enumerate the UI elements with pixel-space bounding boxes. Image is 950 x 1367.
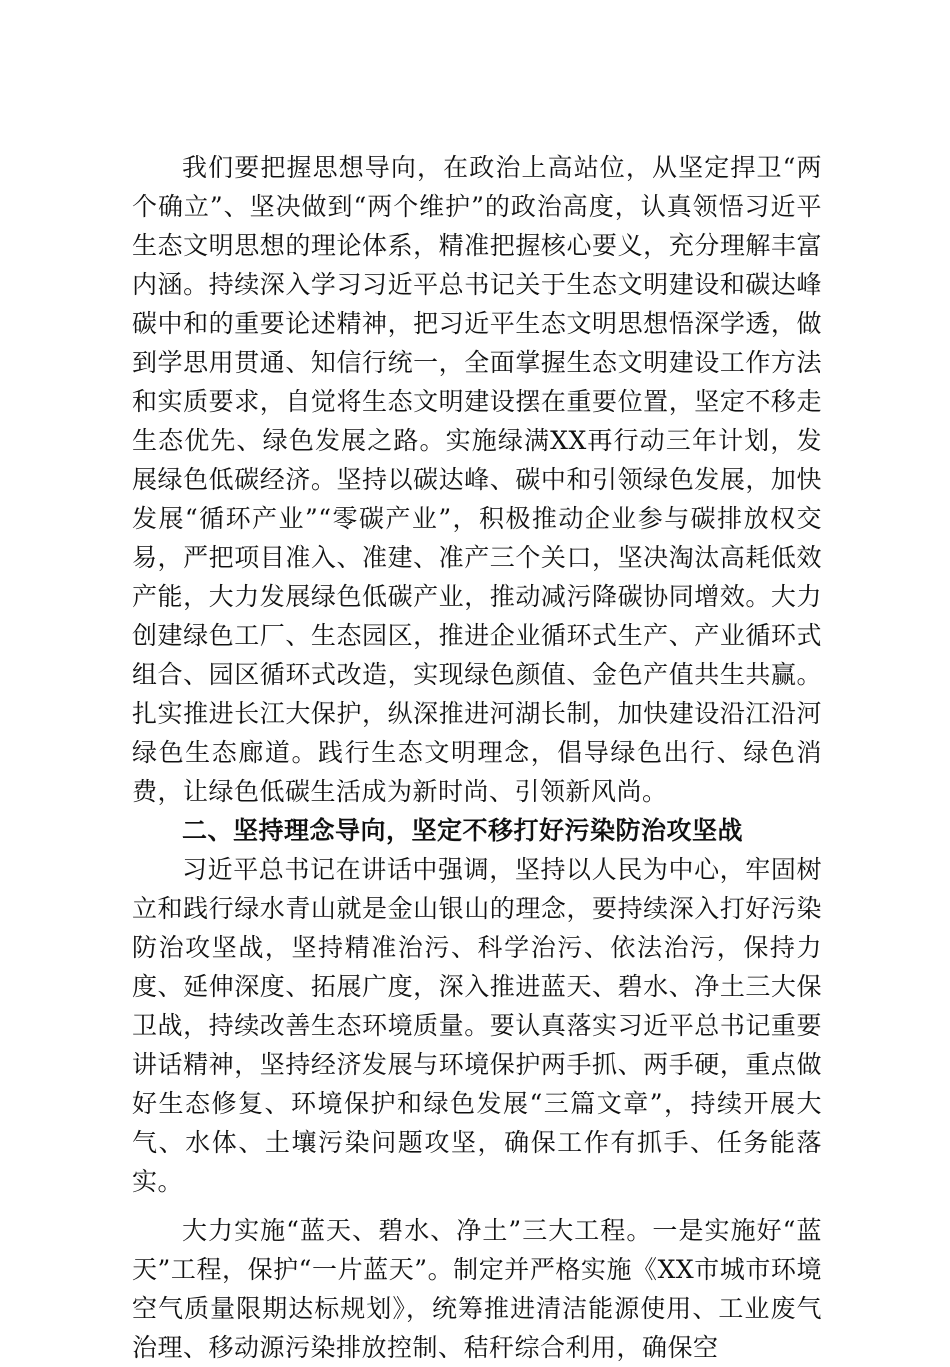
paragraph-pollution-prevention: 习近平总书记在讲话中强调，坚持以人民为中心，牢固树立和践行绿水青山就是金山银山的理念，要持续深入打好污染防治攻坚战，坚持精准治污、科学治污、依法治污，保持力度、延伸深度、拓展广度，深入推进蓝天、碧水、净土三大保卫战，持续改善生态环境质量。要认真落实习近平总书记重要讲话精神，坚持经济发展与环境保护两手抓、两手硬，重点做好生态修复、环境保护和绿色发展“三篇文章”，持续开展大气、水体、土壤污染问题攻坚，确保工作有抓手、任务能落实。 [132, 855, 822, 1196]
paragraph-ecological-thought: 我们要把握思想导向，在政治上高站位，从坚定捍卫“两个确立”、坚决做到“两个维护”的政治高度，认真领悟习近平生态文明思想的理论体系，精准把握核心要义，充分理解丰富内涵。持续深入学习习近平总书记关于生态文明建设和碳达峰碳中和的重要论述精神，把习近平生态文明思想悟深学透，做到学思用贯通、知信行统一，全面掌握生态文明建设工作方法和实质要求，自觉将生态文明建设摆在重要位置，坚定不移走生态优先、绿色发展之路。实施绿满XX再行动三年计划，发展绿色低碳经济。坚持以碳达峰、碳中和引领绿色发展，加快发展“循环产业”“零碳产业”，积极推动企业参与碳排放权交易，严把项目准入、准建、准产三个关口，坚决淘汰高耗低效产能，大力发展绿色低碳产业，推动减污降碳协同增效。大力创建绿色工厂、生态园区，推进企业循环式生产、产业循环式组合、园区循环式改造，实现绿色颜值、金色产值共生共赢。扎实推进长江大保护，纵深推进河湖长制，加快建设沿江沿河绿色生态廊道。践行生态文明理念，倡导绿色出行、绿色消费，让绿色低碳生活成为新时尚、引领新风尚。 [132, 153, 822, 806]
paragraph-three-projects: 大力实施“蓝天、碧水、净土”三大工程。一是实施好“蓝天”工程，保护“一片蓝天”。制定并严格实施《XX市城市环境空气质量限期达标规划》，统筹推进清洁能源使用、工业废气治理、移动源污染排放控制、秸秆综合利用，确保空 [132, 1216, 822, 1362]
document-body [132, 148, 822, 1367]
section-heading-pollution-prevention: 二、坚持理念导向，坚定不移打好污染防治攻坚战 [182, 816, 744, 845]
